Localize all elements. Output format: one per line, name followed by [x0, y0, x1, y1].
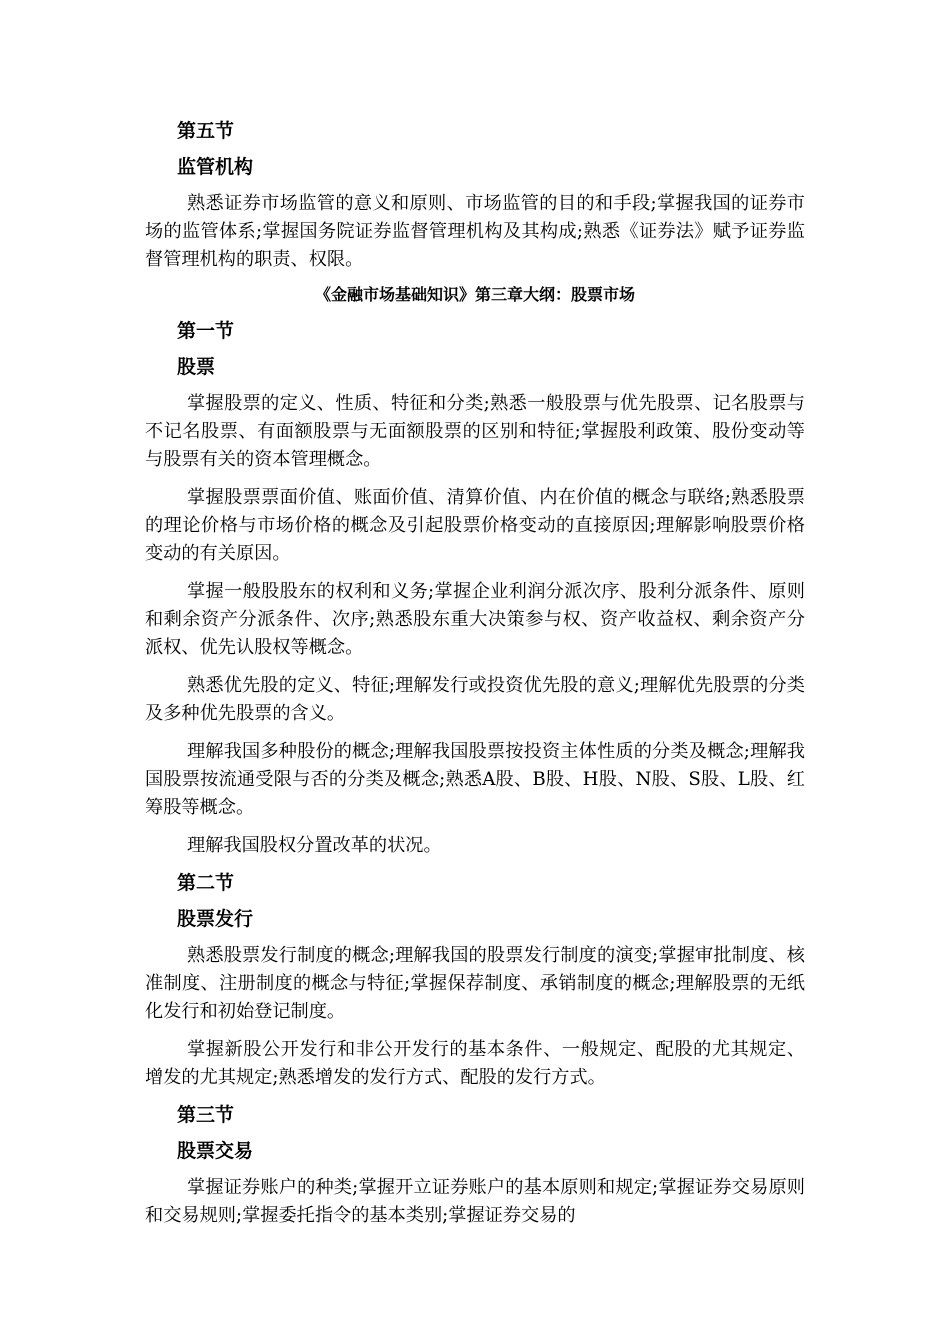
section-subheading: 股票交易 — [177, 1140, 254, 1162]
section-subheading: 股票发行 — [177, 908, 254, 930]
section-heading: 第三节 — [177, 1104, 235, 1126]
section-heading: 第五节 — [177, 120, 235, 142]
paragraph: 理解我国股权分置改革的状况。 — [187, 835, 442, 856]
paragraph: 熟悉股票发行制度的概念;理解我国的股票发行制度的演变;掌握审批制度、核准制度、注册制度的概念与特征;掌握保荐制度、承销制度的概念;理解股票的无纸化发行和初始登记制度。 — [145, 945, 805, 1022]
paragraph: 熟悉证券市场监管的意义和原则、市场监管的目的和手段;掌握我国的证券市场的监管体系;掌握国务院证券监督管理机构及其构成;熟悉《证券法》赋予证券监督管理机构的职责、权限。 — [145, 193, 805, 270]
paragraph: 熟悉优先股的定义、特征;理解发行或投资优先股的意义;理解优先股票的分类及多种优先股票的含义。 — [145, 675, 805, 724]
paragraph: 掌握股票的定义、性质、特征和分类;熟悉一般股票与优先股票、记名股票与不记名股票、有面额股票与无面额股票的区别和特征;掌握股利政策、股份变动等与股票有关的资本管理概念。 — [145, 393, 805, 470]
chapter-title: 《金融市场基础知识》第三章大纲：股票市场 — [314, 285, 635, 304]
section-heading: 第二节 — [177, 872, 235, 894]
section-subheading: 监管机构 — [177, 156, 254, 178]
paragraph: 掌握证券账户的种类;掌握开立证券账户的基本原则和规定;掌握证券交易原则和交易规则;掌握委托指令的基本类别;掌握证券交易的 — [145, 1177, 805, 1226]
paragraph: 理解我国多种股份的概念;理解我国股票按投资主体性质的分类及概念;理解我国股票按流通受限与否的分类及概念;熟悉A股、B股、H股、N股、S股、L股、红筹股等概念。 — [145, 741, 805, 818]
paragraph: 掌握一般股股东的权利和义务;掌握企业利润分派次序、股利分派条件、原则和剩余资产分派条件、次序;熟悉股东重大决策参与权、资产收益权、剩余资产分派权、优先认股权等概念。 — [145, 581, 805, 658]
document-page — [145, 118, 805, 1240]
paragraph: 掌握股票票面价值、账面价值、清算价值、内在价值的概念与联络;熟悉股票的理论价格与市场价格的概念及引起股票价格变动的直接原因;理解影响股票价格变动的有关原因。 — [145, 487, 805, 564]
paragraph: 掌握新股公开发行和非公开发行的基本条件、一般规定、配股的尤其规定、增发的尤其规定;熟悉增发的发行方式、配股的发行方式。 — [145, 1039, 805, 1088]
section-subheading: 股票 — [177, 356, 216, 378]
section-heading: 第一节 — [177, 320, 235, 342]
